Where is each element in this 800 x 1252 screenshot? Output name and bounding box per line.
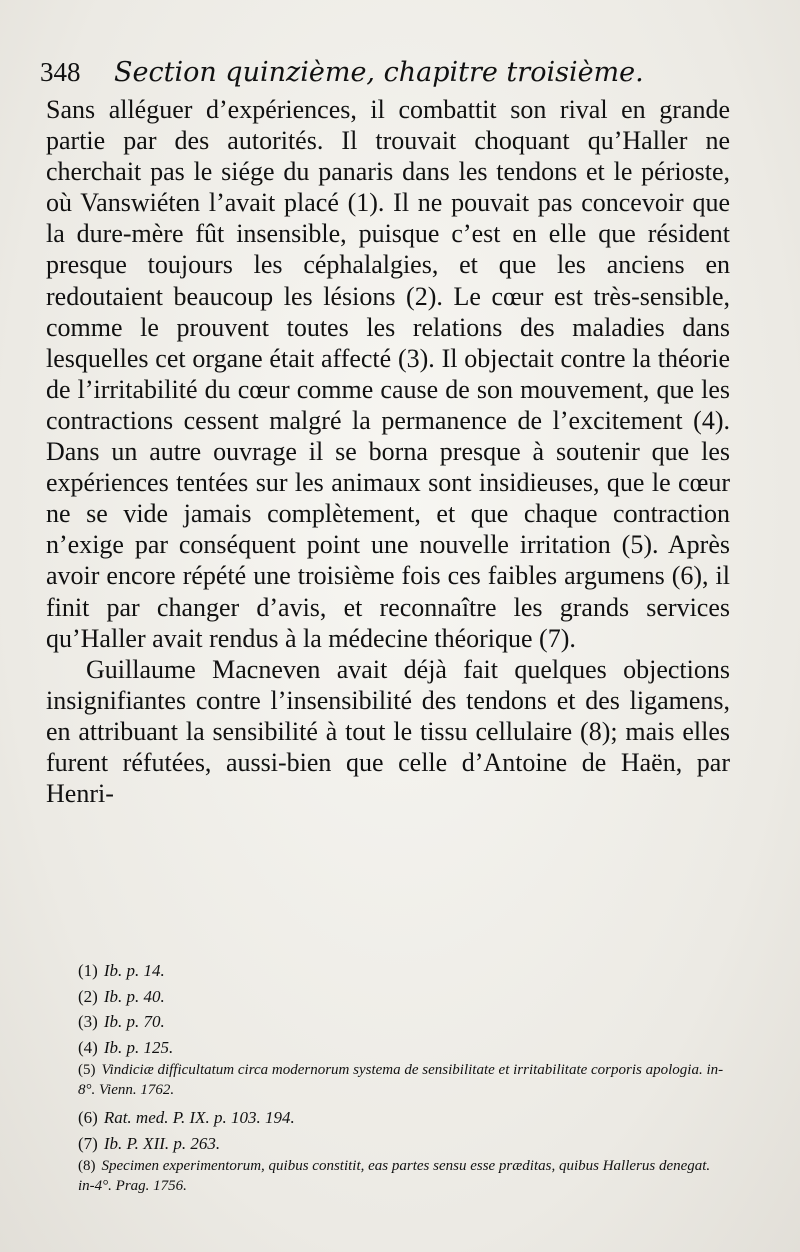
footnote-text: Ib. P. XII. p. 263. <box>103 1133 221 1153</box>
footnote-1 <box>78 958 730 984</box>
footnotes <box>78 958 730 1201</box>
footnote-marker: (5) <box>78 1062 96 1078</box>
footnote-5 <box>78 1060 730 1100</box>
footnote-4 <box>78 1035 730 1061</box>
running-head-title: Section quinzième, chapitre troisième. <box>114 57 644 88</box>
footnote-marker: (3) <box>78 1012 98 1031</box>
footnote-marker: (2) <box>78 986 98 1006</box>
footnote-marker: (1) <box>78 961 98 980</box>
body-text <box>46 94 730 809</box>
footnote-text: Ib. p. 70. <box>103 1012 165 1031</box>
footnote-2 <box>78 984 730 1010</box>
footnote-text: Ib. p. 125. <box>103 1037 174 1057</box>
running-head <box>40 52 740 92</box>
footnote-6 <box>78 1105 730 1131</box>
paragraph: Guillaume Macneven avait déjà fait quelques objections insignifiantes contre l’insensibilité des tendons et des ligamens, en attribuant la sensibilité à tout le tissu cellulaire (8); mais elles furent réfutées, aussi-bien que celle d’Antoine de Haën, par Henri- <box>46 654 730 809</box>
footnote-3 <box>78 1009 730 1035</box>
footnote-text: Vindiciæ difficultatum circa modernorum systema de sensibilitate et irritabilitate corporis apologia. in-8°. Vienn. 1762. <box>78 1062 724 1098</box>
footnote-8 <box>78 1156 730 1196</box>
footnote-text: Ib. p. 40. <box>103 986 165 1006</box>
page-number: 348 <box>40 57 81 87</box>
footnote-marker: (6) <box>78 1108 98 1127</box>
paragraph: Sans alléguer d’expériences, il combattit son rival en grande partie par des autorités. Il trouvait choquant qu’Haller ne cherchait pas le siége du panaris dans les tendons et le périoste, où Vanswiéten l’avait placé (1). Il ne pouvait pas concevoir que la dure-mère fût insensible, puisque c’est en elle que résident presque toujours les céphalalgies, et que les anciens en redoutaient beaucoup les lésions (2). Le cœur est très-sensible, comme le prouvent toutes les relations des maladies dans lesquelles cet organe était affecté (3). Il objectait contre la théorie de l’irritabilité du cœur comme cause de son mouvement, que les contractions cessent malgré la permanence de l’excitement (4). Dans un autre ouvrage il se borna presque à soutenir que les expériences tentées sur les animaux sont insidieuses, que le cœur ne se vide jamais complètement, et que chaque contraction n’exige par conséquent point une nouvelle irritation (5). Après avoir encore répété une troisième fois ces faibles argumens (6), il finit par changer d’avis, et reconnaître les grands services qu’Haller avait rendus à la médecine théorique (7). <box>46 95 730 653</box>
footnote-marker: (7) <box>78 1133 98 1153</box>
footnote-marker: (4) <box>78 1037 98 1057</box>
footnote-text: Ib. p. 14. <box>103 961 165 980</box>
footnote-7 <box>78 1131 730 1157</box>
footnote-text: Specimen experimentorum, quibus constitit, eas partes sensu esse præditas, quibus Hallerus denegat. in-4°. Prag. 1756. <box>78 1158 711 1194</box>
footnote-text: Rat. med. P. IX. p. 103. 194. <box>103 1108 295 1127</box>
footnote-marker: (8) <box>78 1158 96 1174</box>
